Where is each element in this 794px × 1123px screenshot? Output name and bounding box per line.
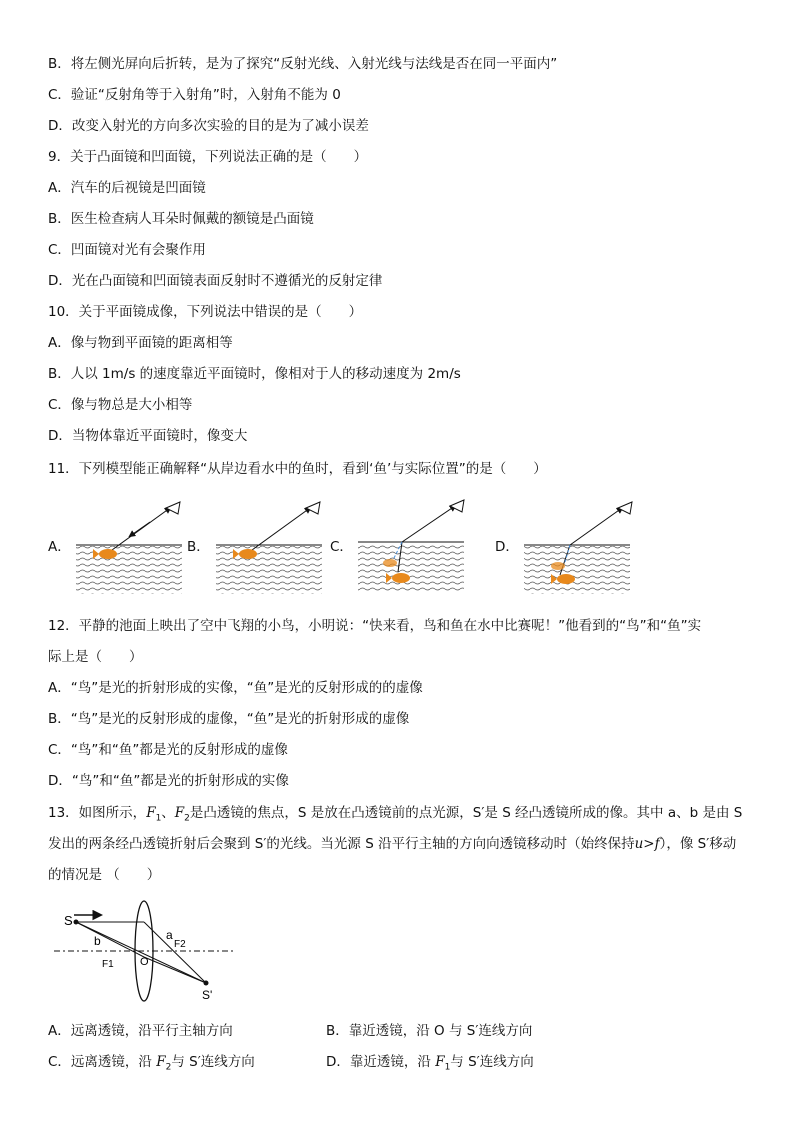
image-point-s-prime [204,981,209,986]
label-f2: F2 [174,939,186,950]
fish-icon [99,549,117,559]
q12-option-c: C．“鸟”和“鱼”都是光的反射形成的虚像 [48,742,288,758]
q13-option-b: B．靠近透镜，沿 O 与 S′连线方向 [326,1023,533,1039]
q11-option-c-label: C． [330,539,353,555]
q11-diagram-c [358,500,464,593]
q9-stem: 9．关于凸面镜和凹面镜，下列说法正确的是（ ） [48,149,368,165]
q13-lens-diagram [50,895,240,1003]
q10-stem: 10．关于平面镜成像，下列说法中错误的是（ ） [48,304,363,320]
q13-stem-line3: 的情况是 （ ） [48,867,161,883]
q13-option-a: A．远离透镜，沿平行主轴方向 [48,1023,233,1039]
q8-option-d: D．改变入射光的方向多次实验的目的是为了减小误差 [48,118,369,134]
q12-option-b: B．“鸟”是光的反射形成的虚像，“鱼”是光的折射形成的虚像 [48,711,410,727]
q11-diagram-b [216,502,322,594]
fish-icon [392,573,410,583]
q9-option-d: D．光在凸面镜和凹面镜表面反射时不遵循光的反射定律 [48,273,383,289]
q13-stem-line2: 发出的两条经凸透镜折射后会聚到 S′的光线。当光源 S 沿平行主轴的方向向透镜移动时（始终保持u>f），像 S′移动 [48,836,737,852]
label-s: S [64,913,73,928]
q10-option-b: B．人以 1m/s 的速度靠近平面镜时，像相对于人的移动速度为 2m/s [48,366,461,382]
q13-stem-line1: 13．如图所示，$F_1$、$F_2$是凸透镜的焦点，S 是放在凸透镜前的点光源，S′是 S 经凸透镜所成的像。其中 a、b 是由 S [48,805,743,824]
label-b: b [94,934,101,948]
q8-option-b: B．将左侧光屏向后折转，是为了探究“反射光线、入射光线与法线是否在同一平面内” [48,56,558,72]
eye-icon [618,502,632,514]
eye-icon [306,502,320,514]
eye-icon [450,500,464,512]
ray-through-center [76,922,206,983]
fish-image-icon [383,559,397,567]
q8-option-c: C．验证“反射角等于入射角”时，入射角不能为 0 [48,87,341,103]
fish-icon [557,574,575,584]
fish-image-icon [551,562,565,570]
q12-option-a: A．“鸟”是光的折射形成的实像，“鱼”是光的反射形成的的虚像 [48,680,423,696]
label-a: a [166,928,173,942]
q11-option-b-label: B． [187,539,210,555]
q11-diagram-d [524,502,632,594]
q12-stem-line2: 际上是（ ） [48,649,143,665]
q13-option-c: C．远离透镜，沿 $F_2$与 S′连线方向 [48,1054,255,1073]
q10-option-d: D．当物体靠近平面镜时，像变大 [48,428,248,444]
point-source-s [74,920,79,925]
q9-option-b: B．医生检查病人耳朵时佩戴的额镜是凸面镜 [48,211,314,227]
q12-option-d: D．“鸟”和“鱼”都是光的折射形成的实像 [48,773,289,789]
q11-option-a-label: A． [48,539,71,555]
q10-option-a: A．像与物到平面镜的距离相等 [48,335,233,351]
q11-option-d-label: D． [495,539,519,555]
q11-diagram-a [76,502,182,594]
label-s-prime: S' [202,988,213,1002]
q10-option-c: C．像与物总是大小相等 [48,397,193,413]
fish-icon [239,549,257,559]
q9-option-c: C．凹面镜对光有会聚作用 [48,242,206,258]
label-f1: F1 [102,959,114,970]
q12-stem-line1: 12．平静的池面上映出了空中飞翔的小鸟，小明说：“快来看，鸟和鱼在水中比赛呢！”他看到的“鸟”和“鱼”实 [48,618,702,634]
q11-stem: 11．下列模型能正确解释“从岸边看水中的鱼时，看到‘鱼’与实际位置”的是（ ） [48,461,547,477]
q13-option-d: D．靠近透镜，沿 $F_1$与 S′连线方向 [326,1054,534,1073]
q9-option-a: A．汽车的后视镜是凹面镜 [48,180,206,196]
eye-icon [166,502,180,514]
q11-diagrams [0,490,794,600]
label-o: O [140,956,149,968]
